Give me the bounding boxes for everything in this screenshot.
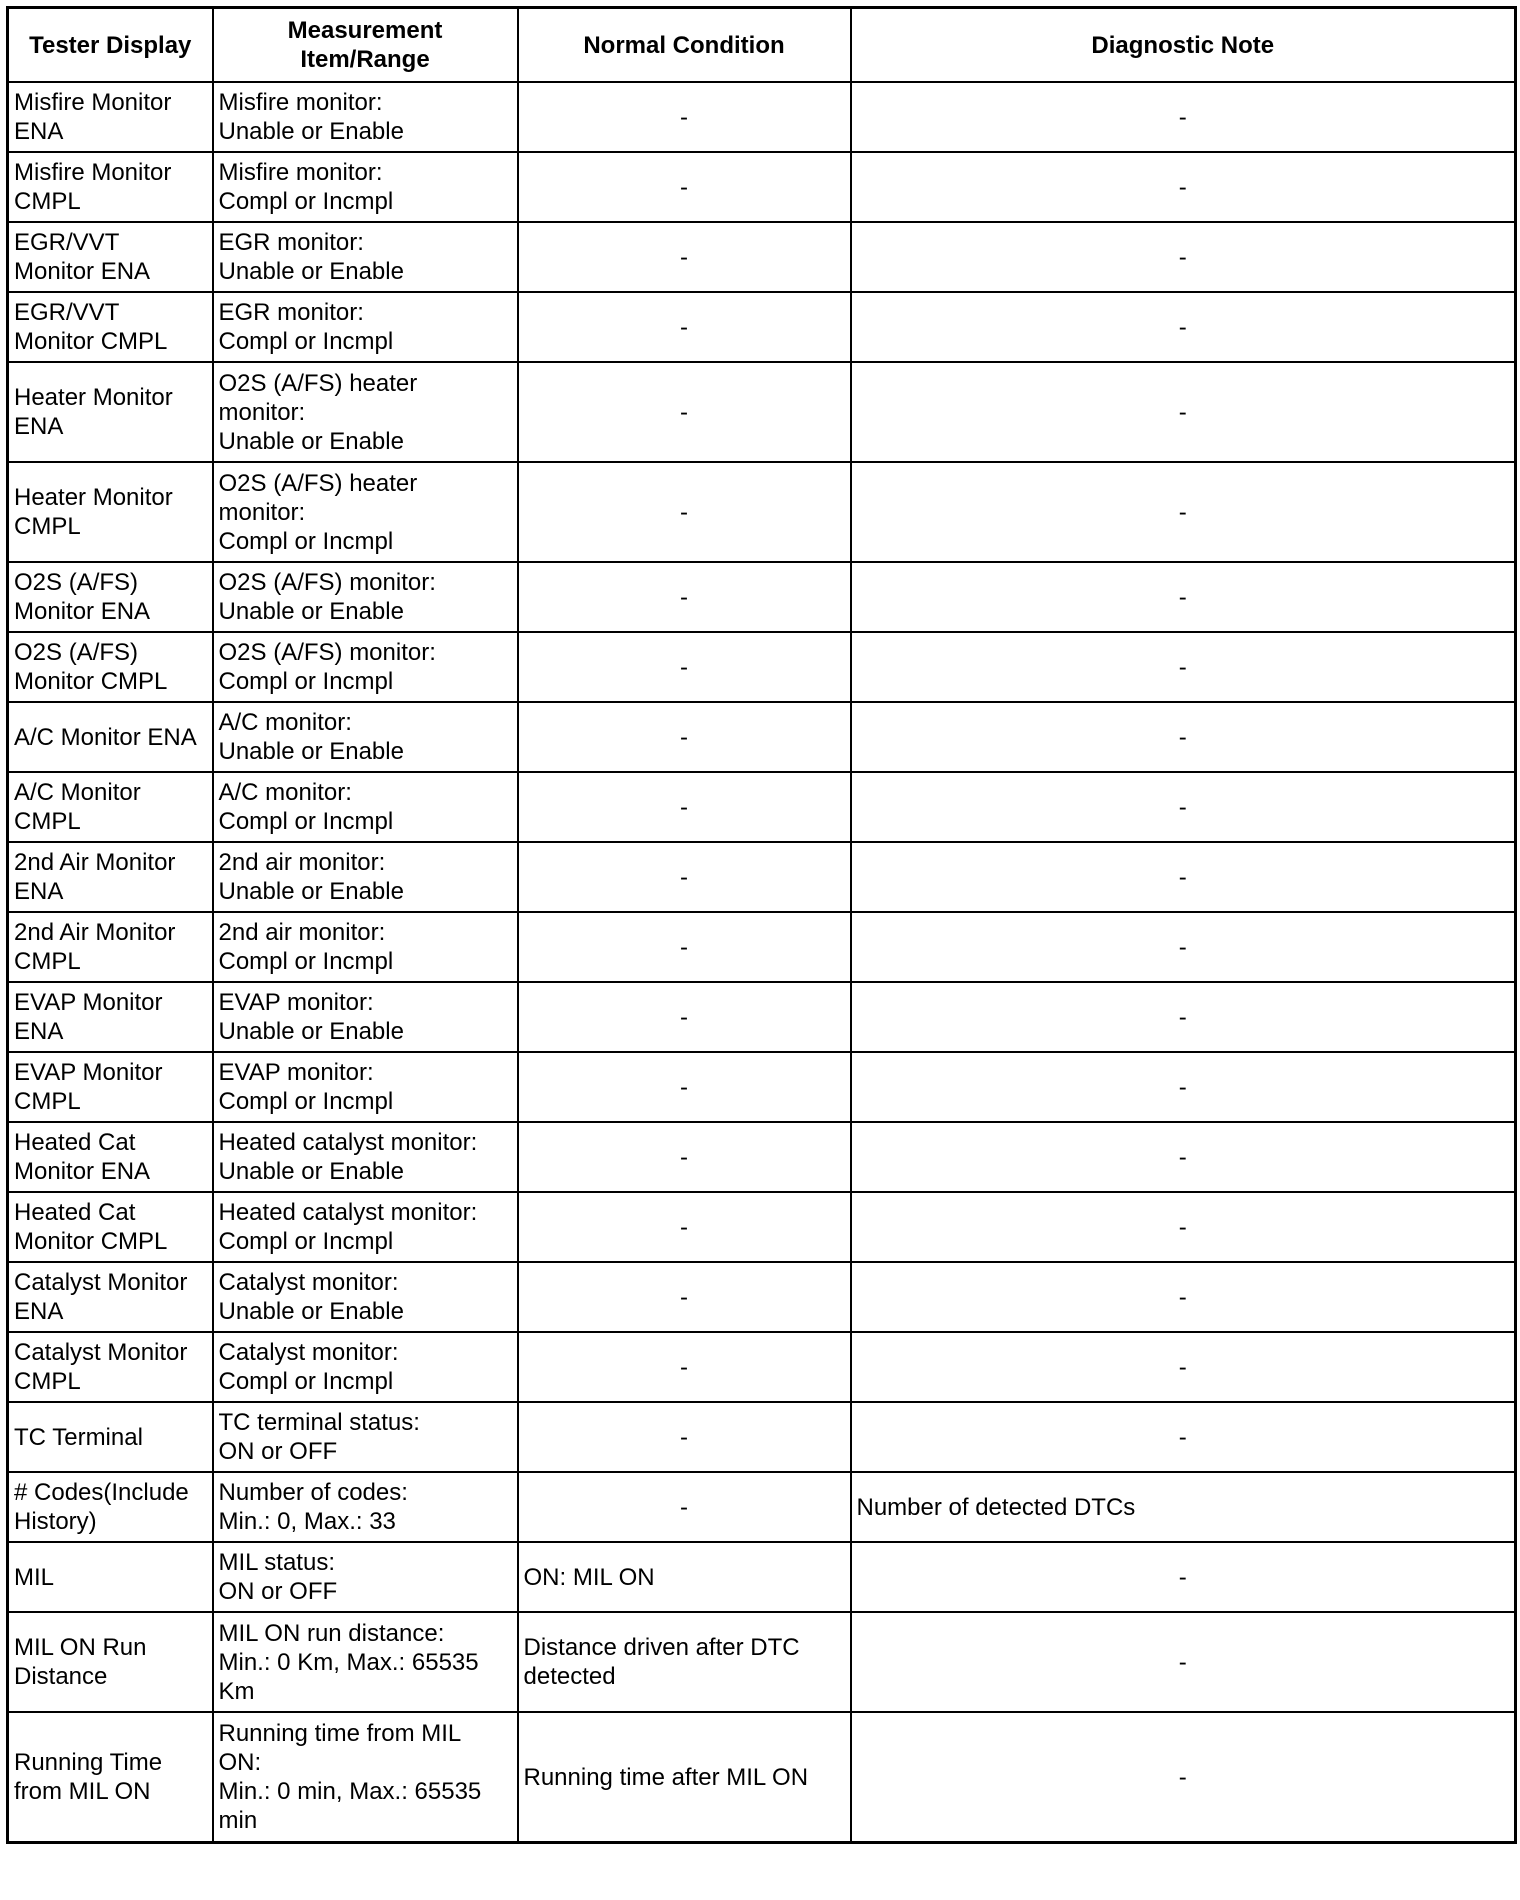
- table-row: [8, 362, 1516, 462]
- table-row: [8, 82, 1516, 152]
- tester-display-cell: 2nd Air Monitor CMPL: [8, 912, 213, 982]
- table-row: [8, 1332, 1516, 1402]
- diagnostic-data-sheet: [6, 6, 1514, 1844]
- measurement-cell: O2S (A/FS) heater monitor: Compl or Incmpl: [213, 462, 518, 562]
- tester-display-cell: O2S (A/FS) Monitor ENA: [8, 562, 213, 632]
- diagnostic-note-cell: -: [851, 912, 1516, 982]
- tester-display-cell: Heated Cat Monitor ENA: [8, 1122, 213, 1192]
- table-row: [8, 1262, 1516, 1332]
- diagnostic-note-cell: -: [851, 82, 1516, 152]
- tester-display-cell: Heater Monitor ENA: [8, 362, 213, 462]
- measurement-cell: Heated catalyst monitor: Unable or Enable: [213, 1122, 518, 1192]
- table-row: [8, 1542, 1516, 1612]
- tester-display-cell: EGR/VVT Monitor CMPL: [8, 292, 213, 362]
- diagnostic-note-cell: -: [851, 1402, 1516, 1472]
- normal-condition-cell: -: [518, 772, 851, 842]
- tester-display-cell: Misfire Monitor ENA: [8, 82, 213, 152]
- normal-condition-cell: -: [518, 152, 851, 222]
- tester-display-cell: MIL ON Run Distance: [8, 1612, 213, 1712]
- table-header-row: [8, 8, 1516, 83]
- tester-display-cell: 2nd Air Monitor ENA: [8, 842, 213, 912]
- measurement-cell: EGR monitor: Unable or Enable: [213, 222, 518, 292]
- normal-condition-cell: -: [518, 562, 851, 632]
- diagnostic-note-cell: -: [851, 702, 1516, 772]
- diagnostic-note-cell: -: [851, 562, 1516, 632]
- tester-display-cell: EVAP Monitor ENA: [8, 982, 213, 1052]
- table-row: [8, 1612, 1516, 1712]
- normal-condition-cell: -: [518, 982, 851, 1052]
- measurement-cell: A/C monitor: Compl or Incmpl: [213, 772, 518, 842]
- table-row: [8, 1052, 1516, 1122]
- diagnostic-note-cell: -: [851, 222, 1516, 292]
- tester-display-cell: A/C Monitor CMPL: [8, 772, 213, 842]
- measurement-cell: MIL ON run distance: Min.: 0 Km, Max.: 65535 Km: [213, 1612, 518, 1712]
- tester-display-cell: EGR/VVT Monitor ENA: [8, 222, 213, 292]
- measurement-cell: Misfire monitor: Unable or Enable: [213, 82, 518, 152]
- table-row: [8, 772, 1516, 842]
- monitor-status-table: [6, 6, 1517, 1844]
- measurement-cell: EGR monitor: Compl or Incmpl: [213, 292, 518, 362]
- normal-condition-cell: -: [518, 82, 851, 152]
- normal-condition-cell: -: [518, 1122, 851, 1192]
- measurement-cell: Misfire monitor: Compl or Incmpl: [213, 152, 518, 222]
- diagnostic-note-cell: -: [851, 292, 1516, 362]
- normal-condition-cell: -: [518, 1192, 851, 1262]
- normal-condition-cell: ON: MIL ON: [518, 1542, 851, 1612]
- measurement-cell: 2nd air monitor: Compl or Incmpl: [213, 912, 518, 982]
- measurement-cell: MIL status: ON or OFF: [213, 1542, 518, 1612]
- normal-condition-cell: -: [518, 222, 851, 292]
- normal-condition-cell: -: [518, 1262, 851, 1332]
- measurement-cell: EVAP monitor: Compl or Incmpl: [213, 1052, 518, 1122]
- tester-display-cell: A/C Monitor ENA: [8, 702, 213, 772]
- measurement-cell: Number of codes: Min.: 0, Max.: 33: [213, 1472, 518, 1542]
- diagnostic-note-cell: -: [851, 152, 1516, 222]
- tester-display-cell: # Codes(Include History): [8, 1472, 213, 1542]
- diagnostic-note-cell: -: [851, 1332, 1516, 1402]
- normal-condition-cell: -: [518, 462, 851, 562]
- measurement-cell: Heated catalyst monitor: Compl or Incmpl: [213, 1192, 518, 1262]
- measurement-cell: 2nd air monitor: Unable or Enable: [213, 842, 518, 912]
- table-row: [8, 292, 1516, 362]
- normal-condition-cell: -: [518, 702, 851, 772]
- diagnostic-note-cell: -: [851, 772, 1516, 842]
- table-row: [8, 1122, 1516, 1192]
- tester-display-cell: Misfire Monitor CMPL: [8, 152, 213, 222]
- tester-display-cell: TC Terminal: [8, 1402, 213, 1472]
- header-tester-display: Tester Display: [8, 8, 213, 83]
- measurement-cell: Catalyst monitor: Compl or Incmpl: [213, 1332, 518, 1402]
- measurement-cell: Running time from MIL ON: Min.: 0 min, Max.: 65535 min: [213, 1712, 518, 1843]
- diagnostic-note-cell: -: [851, 842, 1516, 912]
- normal-condition-cell: Distance driven after DTC detected: [518, 1612, 851, 1712]
- table-row: [8, 1402, 1516, 1472]
- normal-condition-cell: -: [518, 1402, 851, 1472]
- normal-condition-cell: -: [518, 362, 851, 462]
- header-measurement-item-range: Measurement Item/Range: [213, 8, 518, 83]
- table-row: [8, 632, 1516, 702]
- measurement-cell: O2S (A/FS) monitor: Compl or Incmpl: [213, 632, 518, 702]
- header-diagnostic-note: Diagnostic Note: [851, 8, 1516, 83]
- table-row: [8, 982, 1516, 1052]
- table-row: [8, 152, 1516, 222]
- table-row: [8, 222, 1516, 292]
- normal-condition-cell: -: [518, 632, 851, 702]
- diagnostic-note-cell: -: [851, 462, 1516, 562]
- diagnostic-note-cell: -: [851, 1122, 1516, 1192]
- table-row: [8, 912, 1516, 982]
- normal-condition-cell: Running time after MIL ON: [518, 1712, 851, 1843]
- tester-display-cell: Heated Cat Monitor CMPL: [8, 1192, 213, 1262]
- normal-condition-cell: -: [518, 292, 851, 362]
- tester-display-cell: Heater Monitor CMPL: [8, 462, 213, 562]
- normal-condition-cell: -: [518, 912, 851, 982]
- diagnostic-note-cell: -: [851, 1192, 1516, 1262]
- table-row: [8, 562, 1516, 632]
- diagnostic-note-cell: -: [851, 362, 1516, 462]
- diagnostic-note-cell: -: [851, 1262, 1516, 1332]
- table-row: [8, 842, 1516, 912]
- table-row: [8, 1712, 1516, 1843]
- measurement-cell: Catalyst monitor: Unable or Enable: [213, 1262, 518, 1332]
- diagnostic-note-cell: -: [851, 1612, 1516, 1712]
- tester-display-cell: O2S (A/FS) Monitor CMPL: [8, 632, 213, 702]
- normal-condition-cell: -: [518, 842, 851, 912]
- tester-display-cell: EVAP Monitor CMPL: [8, 1052, 213, 1122]
- normal-condition-cell: -: [518, 1052, 851, 1122]
- diagnostic-note-cell: -: [851, 1052, 1516, 1122]
- normal-condition-cell: -: [518, 1332, 851, 1402]
- measurement-cell: O2S (A/FS) monitor: Unable or Enable: [213, 562, 518, 632]
- measurement-cell: A/C monitor: Unable or Enable: [213, 702, 518, 772]
- measurement-cell: O2S (A/FS) heater monitor: Unable or Enable: [213, 362, 518, 462]
- table-row: [8, 702, 1516, 772]
- measurement-cell: EVAP monitor: Unable or Enable: [213, 982, 518, 1052]
- tester-display-cell: Running Time from MIL ON: [8, 1712, 213, 1843]
- diagnostic-note-cell: -: [851, 632, 1516, 702]
- tester-display-cell: Catalyst Monitor ENA: [8, 1262, 213, 1332]
- header-normal-condition: Normal Condition: [518, 8, 851, 83]
- tester-display-cell: Catalyst Monitor CMPL: [8, 1332, 213, 1402]
- normal-condition-cell: -: [518, 1472, 851, 1542]
- diagnostic-note-cell: -: [851, 1542, 1516, 1612]
- table-row: [8, 1472, 1516, 1542]
- diagnostic-note-cell: -: [851, 1712, 1516, 1843]
- diagnostic-note-cell: -: [851, 982, 1516, 1052]
- table-row: [8, 462, 1516, 562]
- tester-display-cell: MIL: [8, 1542, 213, 1612]
- measurement-cell: TC terminal status: ON or OFF: [213, 1402, 518, 1472]
- diagnostic-note-cell: Number of detected DTCs: [851, 1472, 1516, 1542]
- table-row: [8, 1192, 1516, 1262]
